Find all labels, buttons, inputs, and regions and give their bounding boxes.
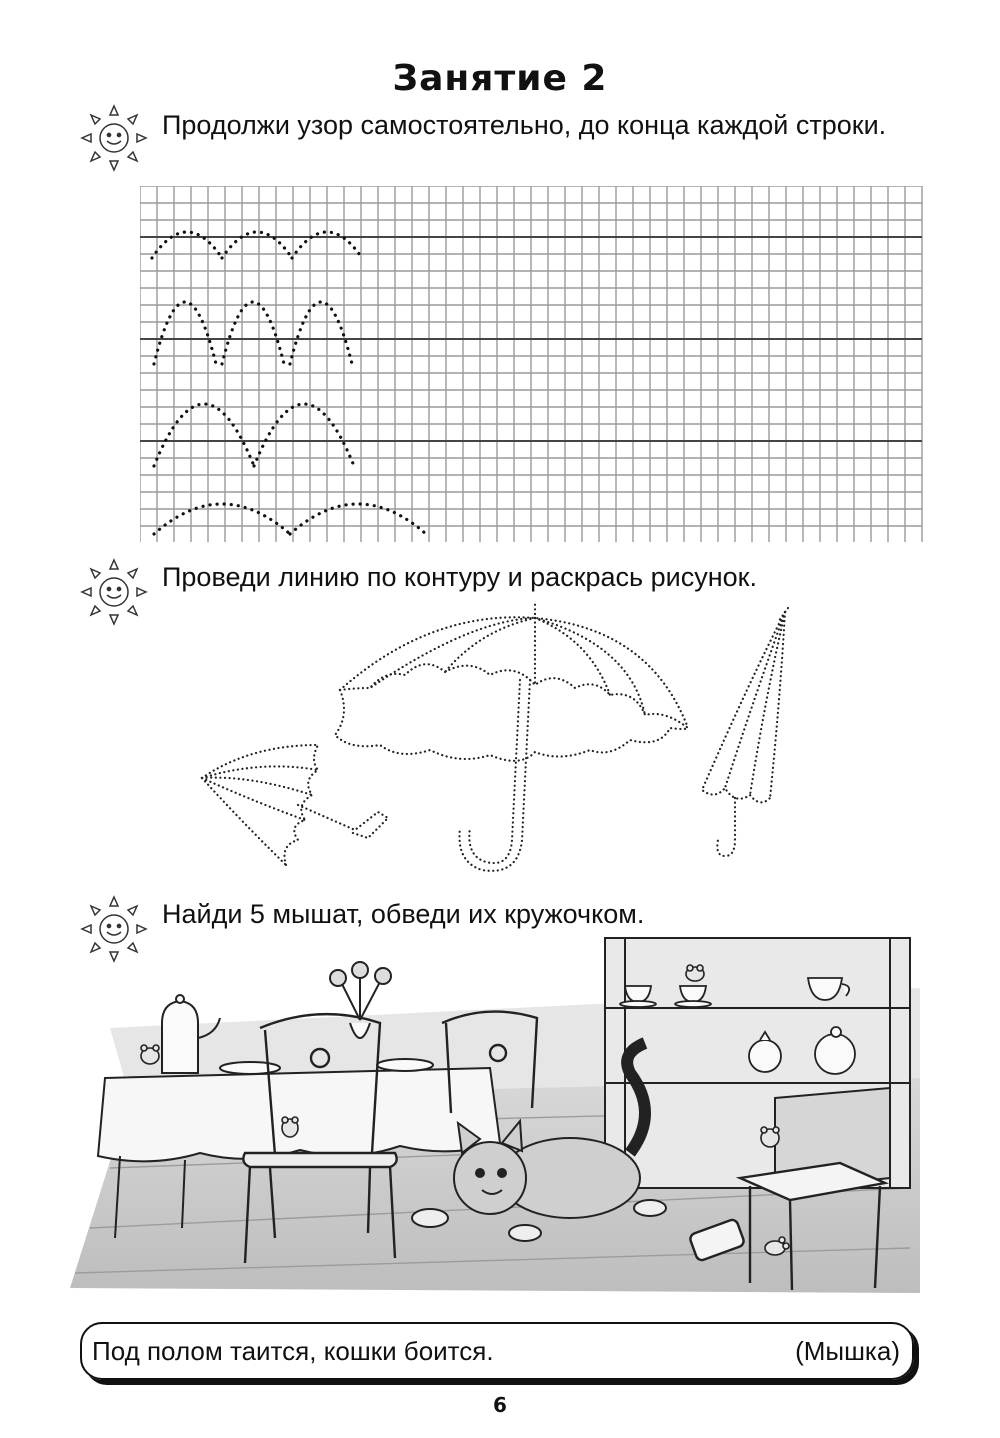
kitchen-scene-illustration (70, 928, 920, 1308)
sun-icon (78, 556, 150, 628)
task-3-instruction: Найди 5 мышат, обведи их кружочком. (162, 899, 645, 929)
sun-icon (78, 102, 150, 174)
task-2-instruction: Проведи линию по контуру и раскрась рисунок. (162, 562, 757, 592)
pattern-grid (140, 186, 924, 542)
riddle-answer: (Мышка) (795, 1335, 900, 1366)
riddle-text: Под полом таится, кошки боится. (92, 1335, 494, 1366)
closed-umbrella-right (702, 608, 788, 856)
page-title: Занятие 2 (392, 58, 608, 99)
closed-umbrella-left (202, 745, 388, 865)
task-1-instruction: Продолжи узор самостоятельно, до конца каждой строки. (162, 110, 887, 140)
open-umbrella (335, 604, 688, 871)
page-number: 6 (493, 1393, 507, 1417)
riddle-box (80, 1322, 914, 1380)
umbrellas-tracing (190, 600, 800, 890)
